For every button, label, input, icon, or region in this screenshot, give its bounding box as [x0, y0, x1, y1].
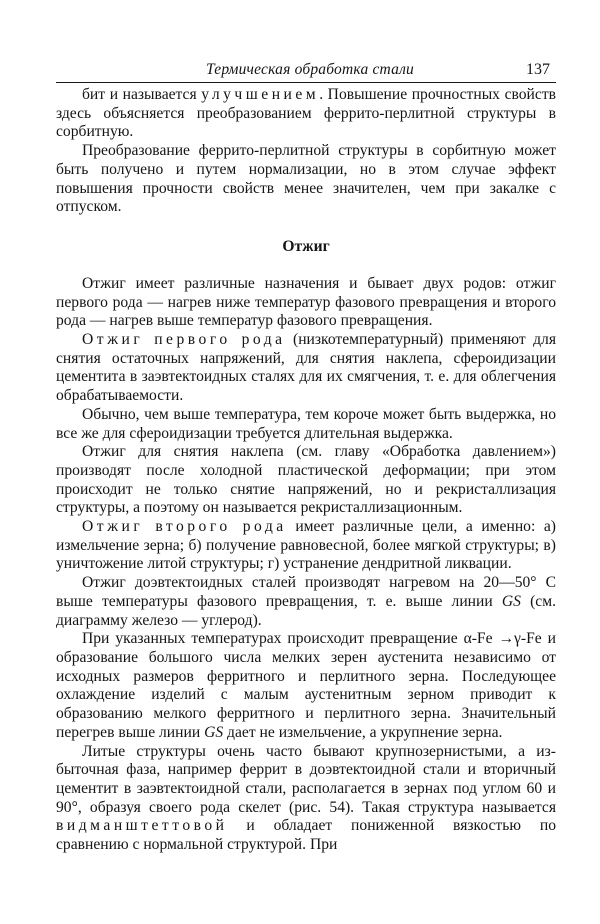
paragraph: Отжиг для снятия наклепа (см. главу «Обработка давлением») производят после холодной пластической деформации; при этом происходит не только снятие напряжений, но и рекристаллизация структуры, а поэтому он называется рекристаллизационным.: [56, 443, 556, 517]
spaced-term: Отжиг первого рода: [82, 331, 286, 349]
paragraph: Отжиг доэвтектоидных сталей производят нагревом на 20—50° С выше температуры фазового превращения, т. е. выше линии GS (см. диаграмму железо — углерод).: [56, 574, 556, 629]
page-number: 137: [526, 61, 550, 78]
paragraph: Отжиг второго рода имеет различные цели, а именно: а) измельчение зерна; б) получение равновесной, более мягкой структуры; в) уничтожение литой структуры; г) устранение дендритной ликвации.: [56, 518, 556, 573]
running-title: Термическая обработка стали: [206, 61, 414, 78]
paragraph: Отжиг первого рода (низкотемпературный) применяют для снятия остаточных напряжений, для снятия наклепа, сфероидизации цементита в заэвтектоидных сталях для их смягчения, т. е. для облегчения обрабатываемости.: [56, 331, 556, 405]
paragraph: При указанных температурах происходит превращение α-Fe →γ-Fe и образование большого числа мелких зерен аустенита независимо от исходных размеров ферритного и перлитного зерна. Последующее охлаждение изделий с малым аустенитным зерном приводит к образованию мелкого ферритного и перлитного зерна. Значительный перегрев выше линии GS дает не измельчение, а укрупнение зерна.: [56, 630, 556, 741]
section-heading: Отжиг: [282, 237, 330, 255]
running-header: [56, 58, 556, 83]
paragraph: Преобразование феррито-перлитной структуры в сорбитную может быть получено и путем нормализации, но в этом случае эффект повышения прочности свойств менее значителен, чем при закалке с отпуском.: [56, 142, 556, 216]
spaced-term: улучшением: [201, 86, 320, 103]
paragraph: бит и называется улучшением. Повышение прочностных свойств здесь объясняется преобразованием феррито-перлитной структуры в сорбитную.: [56, 86, 556, 141]
spaced-term: видманштеттовой: [56, 817, 228, 835]
spaced-term: Отжиг второго рода: [82, 518, 287, 536]
italic-term: GS: [204, 723, 224, 741]
book-page: [56, 58, 556, 855]
italic-term: GS: [501, 592, 521, 610]
paragraph: Обычно, чем выше температура, тем короче может быть выдержка, но все же для сфероидизации требуется длительная выдержка.: [56, 405, 556, 442]
body-text: [56, 86, 556, 855]
paragraph: Отжиг имеет различные назначения и бывает двух родов: отжиг первого рода — нагрев ниже температур фазового превращения и второго рода — нагрев выше температур фазового превращения.: [56, 274, 556, 330]
paragraph: Литые структуры очень часто бывают крупнозернистыми, а избыточная фаза, например феррит в доэвтектоидной стали и вторичный цементит в заэвтектоидной стали, располагается в зернах под углом 60 и 90°, образуя своего рода скелет (рис. 54). Такая структура называется видманштеттовой и обладает пониженной вязкостью по сравнению с нормальной структурой. При: [56, 742, 556, 854]
